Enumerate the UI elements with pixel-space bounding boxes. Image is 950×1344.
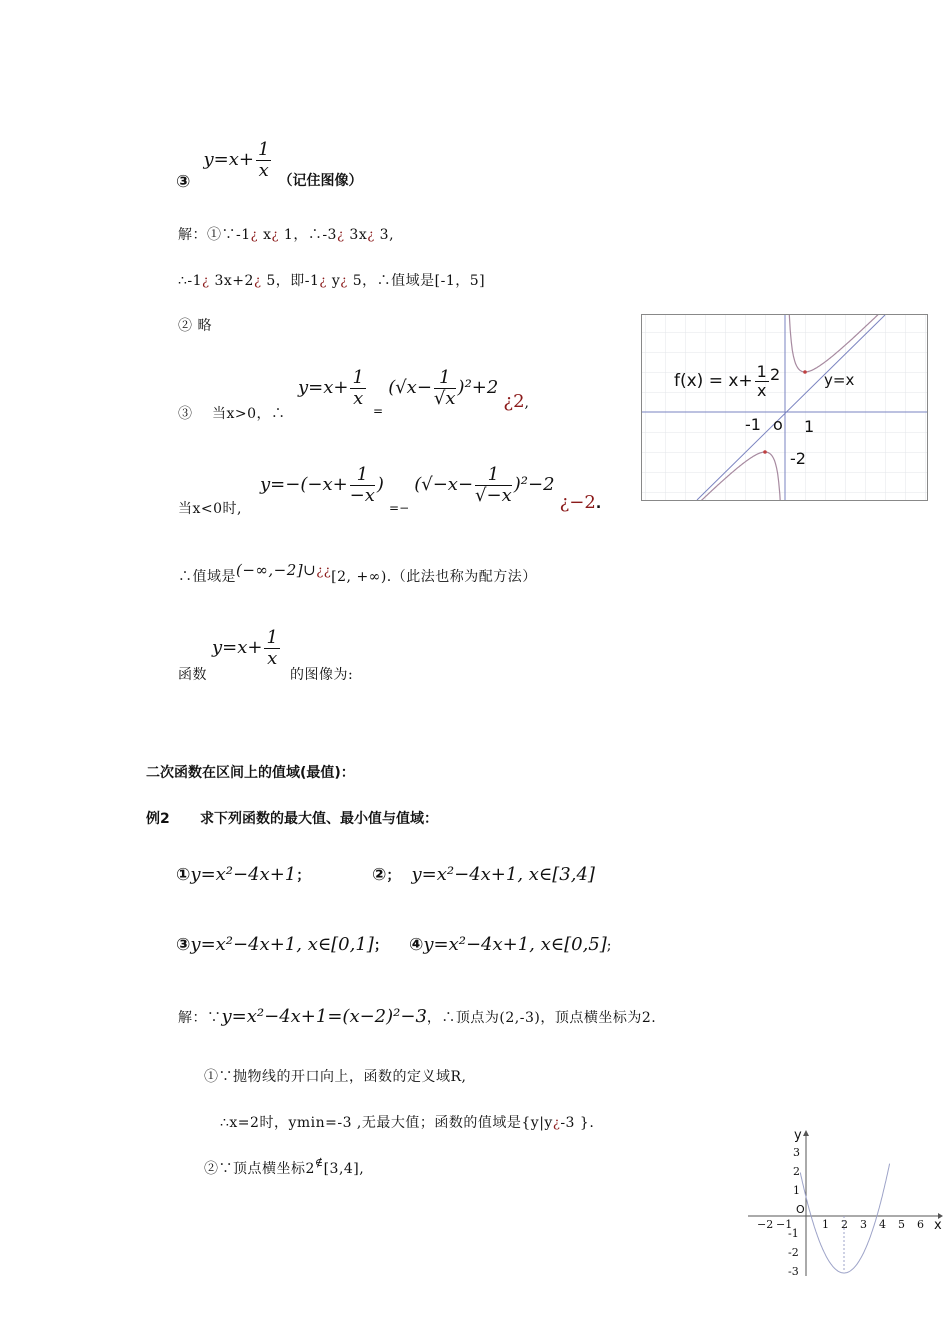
parabola-graph-svg: [748, 1128, 943, 1278]
case-neg-num: 1: [350, 465, 375, 486]
example-text: 求下列函数的最大值、最小值与值域：: [200, 811, 438, 827]
solution2-step3: [204, 1158, 364, 1178]
item3-frac: [256, 140, 271, 181]
p-y-label: y: [794, 1128, 802, 1143]
sol2-part-c: 5，即-1: [266, 273, 320, 289]
graph1-func-text: f(x) = x+: [674, 371, 753, 392]
sol1-part-e: 3,: [379, 227, 395, 243]
max-point: [763, 450, 767, 454]
p2-sep: ；: [386, 868, 401, 884]
p-xtick-2: 2: [841, 1218, 848, 1231]
case-neg-dot: .: [595, 495, 602, 512]
item3-formula: y=x+: [203, 148, 254, 170]
p3-formula: y=x²−4x+1, x∈[0,1]: [190, 934, 374, 955]
case-neg-den: −x: [349, 484, 375, 506]
p1-circle: ①: [176, 865, 191, 885]
case-pos-comma: ,: [524, 394, 530, 411]
range-interval: (−∞,−2]∪: [236, 561, 317, 579]
graph-intro-den: x: [267, 647, 278, 669]
case-neg-rhs-num: 1: [475, 465, 512, 486]
case-neg-rhs-frac: [475, 465, 512, 506]
odd-glyph: ¿: [253, 274, 262, 289]
graph1-tick-1: 1: [804, 417, 815, 436]
range-rest: [2, +∞).（此法也称为配方法）: [331, 569, 537, 585]
p2-circle: ②: [372, 865, 387, 885]
p1-formula: y=x²−4x+1: [190, 864, 297, 885]
p-ytick-m1: -1: [788, 1227, 799, 1240]
p-ytick-2: 2: [793, 1165, 800, 1178]
sol1-part-a: 解：①∵-1: [178, 227, 251, 243]
problems-row-1b: [372, 864, 595, 885]
case-pos-eq: =: [373, 403, 384, 418]
odd-glyph: ¿: [367, 228, 375, 243]
case-pos-den: x: [353, 387, 364, 409]
sol2-tail: ，∴顶点为(2,-3)，顶点横坐标为2.: [426, 1010, 657, 1026]
p1-end: ；: [296, 868, 311, 884]
p-ytick-m3: -3: [788, 1265, 799, 1278]
case-pos-num: 1: [352, 367, 364, 388]
example-label: 例2: [146, 811, 170, 827]
graph1-tick-2: 2: [770, 365, 781, 384]
y-axis-arrow: [803, 1130, 809, 1136]
graph1-func-frac: [755, 363, 769, 399]
sol2-s2b: -3 }.: [560, 1115, 595, 1131]
p-ytick-1: 1: [793, 1184, 800, 1197]
sol2-part-a: ∴-1: [178, 273, 203, 289]
p-ytick-3: 3: [793, 1146, 800, 1159]
graph1-tick-m1: -1: [745, 415, 761, 434]
solution2-step2: [220, 1112, 594, 1132]
odd-glyph: ¿: [340, 274, 348, 289]
odd-glyph: ¿: [319, 274, 327, 289]
min-point: [803, 370, 807, 374]
item3-line: [176, 139, 363, 192]
case-neg-rhs-den: √−x: [475, 484, 512, 506]
graph1-func-den: x: [757, 380, 767, 400]
p-xtick-4: 4: [879, 1218, 886, 1231]
case-neg-rhs-b: )²−2: [513, 473, 555, 495]
reciprocal-graph-svg: [642, 315, 927, 500]
range-lead: ∴值域是: [178, 569, 236, 585]
item3-note: （记住图像）: [278, 172, 363, 189]
item3-circle: ③: [176, 171, 191, 192]
p-xtick-m1: −1: [776, 1218, 793, 1231]
graph-intro-lhs: y=x+: [212, 636, 263, 658]
not-in-symbol: ∉: [314, 1156, 324, 1169]
sol1-part-d: 3x: [349, 227, 368, 243]
p-x-label: x: [934, 1218, 942, 1233]
sol2-s3a: ②∵顶点横坐标2: [204, 1161, 315, 1177]
range-line: [178, 561, 537, 586]
graph1-tick-m2: -2: [790, 449, 806, 468]
case-neg-rhs-a: (√−x−: [414, 473, 474, 495]
p4-end: ;: [606, 938, 612, 954]
case-pos-frac: [350, 368, 365, 409]
p-xtick-1: 1: [822, 1218, 829, 1231]
case-pos-rhs-den: √x: [433, 387, 456, 409]
sol1-part-c: 1，∴-3: [283, 227, 337, 243]
sol2-part-b: 3x+2: [214, 273, 254, 289]
solution-line-1: [178, 224, 394, 244]
case-pos-lhs: y=x+: [298, 376, 349, 398]
graph1-origin: o: [773, 415, 783, 434]
parabola-graph: [748, 1128, 943, 1278]
p-xtick-5: 5: [898, 1218, 905, 1231]
problems-row-2: [176, 934, 612, 955]
problems-row-1: [176, 864, 310, 885]
case-neg-eq: =−: [389, 500, 410, 515]
p4-formula: y=x²−4x+1, x∈[0,5]: [423, 934, 607, 955]
case-pos-rhs-num: 1: [434, 368, 456, 389]
case-pos-rhs-a: (√x−: [388, 376, 432, 398]
p-xtick-3: 3: [860, 1218, 867, 1231]
p-xtick-6: 6: [917, 1218, 924, 1231]
odd-glyph: ¿: [202, 274, 210, 289]
graph-intro-frac: [264, 628, 279, 669]
item3-frac-den: x: [258, 159, 269, 181]
case-neg-lhs: y=−(−x+: [260, 473, 348, 495]
case-neg-tail: ¿−2: [559, 491, 596, 513]
odd-glyph: ¿: [271, 228, 279, 243]
case-pos-rhs-frac: [434, 368, 456, 409]
p-ytick-m2: -2: [788, 1246, 799, 1259]
sol2-part-e: 5，∴值域是[-1，5]: [352, 273, 486, 289]
sol2-s3b: [3,4],: [323, 1161, 365, 1177]
case-neg-close: ): [376, 473, 384, 495]
graph-intro-formula: [212, 628, 282, 669]
solution2-line: [178, 1006, 656, 1027]
case-negative-formula: [260, 464, 602, 515]
p-xtick-m2: −2: [757, 1218, 774, 1231]
graph1-func-num: 1: [756, 362, 767, 381]
case-positive-formula: [298, 367, 530, 418]
solution2-step1: ①∵抛物线的开口向上，函数的定义域R,: [204, 1069, 467, 1085]
case-pos-rhs-b: )²+2: [457, 376, 499, 398]
p-origin: O: [796, 1203, 805, 1216]
case-positive-lead: ③ 当x>0，∴: [178, 406, 286, 422]
case-pos-tail: ¿2: [503, 390, 525, 412]
p4-circle: ④: [408, 935, 424, 955]
item3-frac-num: 1: [257, 139, 270, 160]
odd-glyph: ¿: [336, 228, 345, 243]
odd-glyph: ¿: [552, 1116, 561, 1131]
p3-circle: ③: [176, 935, 191, 955]
graph-intro-tail: 的图像为:: [290, 667, 354, 683]
solution-line-3: ② 略: [178, 318, 212, 334]
case-negative-lead: 当x<0时,: [178, 501, 242, 517]
p2-formula: y=x²−4x+1, x∈[3,4]: [411, 864, 595, 885]
p3-end: ；: [373, 938, 388, 954]
sol2-s2a: ∴x=2时，ymin=-3 ,无最大值；函数的值域是{y|y: [220, 1115, 553, 1131]
sol2-formula: y=x²−4x+1=(x−2)²−3: [221, 1006, 427, 1027]
graph1-yx-label: y=x: [824, 371, 855, 389]
odd-glyph: ¿¿: [316, 564, 332, 579]
graph1-func-label: [674, 363, 771, 399]
odd-glyph: ¿: [250, 228, 259, 243]
case-neg-frac: [350, 465, 375, 506]
graph-intro-lead: 函数: [178, 667, 207, 683]
reciprocal-graph: [641, 314, 928, 501]
graph-intro-num: 1: [266, 627, 278, 648]
solution-line-2: [178, 270, 485, 290]
sol2-lead: 解：∵: [178, 1010, 222, 1026]
sol2-part-d: y: [331, 273, 341, 289]
section-title: 二次函数在区间上的值域(最值)：: [146, 765, 355, 781]
sol1-part-b: x: [263, 227, 272, 243]
